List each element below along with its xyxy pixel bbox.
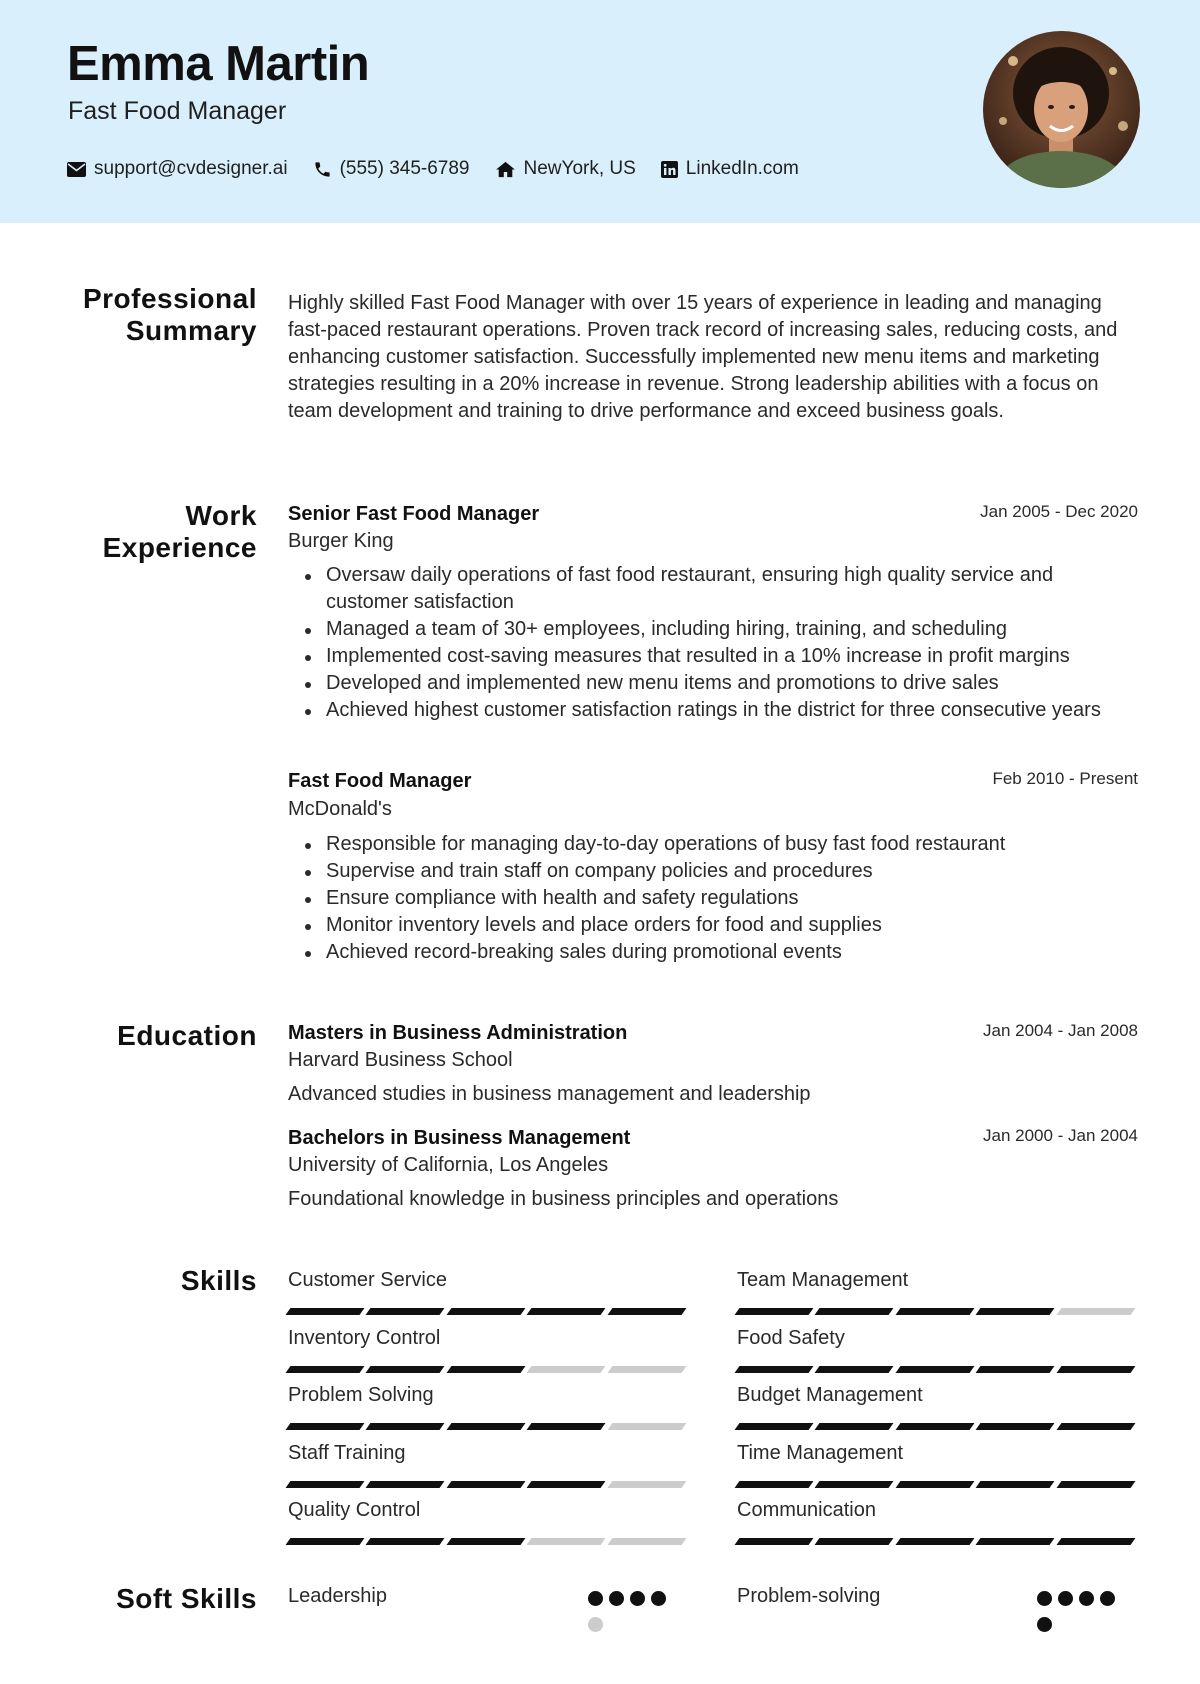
skill-level-segment	[976, 1481, 1055, 1488]
skill-level-segment	[735, 1481, 814, 1488]
education-heading: Education	[117, 1020, 257, 1051]
skill-level-segment	[446, 1423, 525, 1430]
job-dates: Jan 2005 - Dec 2020	[980, 502, 1138, 521]
contact-row	[67, 158, 824, 180]
skill-item	[737, 1384, 1139, 1430]
summary-text: Highly skilled Fast Food Manager with over 15 years of experience in leading and managing fast-paced restaurant operations. Proven track record of increasing sales, reducing costs, and enhancing customer satisfaction. Successfully implemented new menu items and marketing strategies resulting in a 20% increase in revenue. Strong leadership abilities with a focus on team development and training to drive performance and exceed business goals.	[288, 292, 1118, 422]
skill-level-segment	[366, 1538, 445, 1545]
skill-level-segment	[815, 1538, 894, 1545]
skill-level-segment	[976, 1538, 1055, 1545]
degree-title: Bachelors in Business Management	[288, 1127, 631, 1149]
phone-text: (555) 345-6789	[339, 158, 470, 179]
linkedin-text: LinkedIn.com	[685, 158, 799, 179]
contact-location	[495, 158, 636, 180]
skill-level-bar	[288, 1538, 690, 1545]
skill-level-bar	[737, 1423, 1139, 1430]
skill-level-segment	[815, 1308, 894, 1315]
skill-level-segment	[976, 1423, 1055, 1430]
list-item: Supervise and train staff on company policies and procedures	[288, 858, 1138, 885]
location-text: NewYork, US	[523, 158, 636, 179]
skill-level-segment	[815, 1423, 894, 1430]
list-item: Achieved record-breaking sales during promotional events	[288, 939, 1138, 966]
skill-level-segment	[366, 1308, 445, 1315]
contact-email[interactable]	[67, 158, 288, 180]
summary-heading	[60, 283, 257, 347]
skill-level-segment	[735, 1366, 814, 1373]
education-dates: Jan 2004 - Jan 2008	[982, 1021, 1138, 1040]
skill-level-segment	[527, 1538, 606, 1545]
skill-level-segment	[895, 1308, 974, 1315]
skill-level-segment	[1056, 1423, 1135, 1430]
rating-dot	[1058, 1591, 1073, 1606]
skill-level-segment	[527, 1308, 606, 1315]
rating-dot	[1037, 1617, 1052, 1632]
job-company: McDonald's	[288, 798, 392, 820]
candidate-name: Emma Martin	[67, 37, 370, 91]
experience-heading-line2: Experience	[102, 532, 257, 563]
skill-level-segment	[895, 1538, 974, 1545]
skill-level-segment	[1056, 1538, 1135, 1545]
rating-dot	[588, 1591, 603, 1606]
skill-level-segment	[815, 1366, 894, 1373]
skill-item	[288, 1442, 690, 1488]
skill-name: Inventory Control	[288, 1326, 441, 1349]
skill-level-bar	[737, 1308, 1139, 1315]
skill-name: Team Management	[737, 1269, 909, 1291]
skill-item	[288, 1384, 690, 1430]
skill-level-segment	[286, 1538, 365, 1545]
list-item: Developed and implemented new menu items and promotions to drive sales	[288, 670, 1138, 697]
skill-level-segment	[286, 1366, 365, 1373]
skill-name: Problem Solving	[288, 1384, 434, 1406]
list-item: Ensure compliance with health and safety regulations	[288, 885, 1138, 912]
envelope-icon	[67, 162, 86, 177]
skill-name: Communication	[737, 1499, 876, 1521]
list-item: Achieved highest customer satisfaction ratings in the district for three consecutive years	[288, 697, 1138, 724]
rating-dot	[588, 1617, 603, 1632]
skill-level-bar	[737, 1481, 1139, 1488]
skills-heading: Skills	[180, 1265, 257, 1296]
skill-level-segment	[1056, 1366, 1135, 1373]
skill-item	[737, 1442, 1139, 1488]
job-title: Fast Food Manager	[288, 770, 472, 792]
skill-level-segment	[895, 1366, 974, 1373]
skill-item	[737, 1269, 1139, 1315]
profile-photo	[983, 31, 1140, 188]
school-name: University of California, Los Angeles	[288, 1154, 609, 1176]
soft-skills-heading: Soft Skills	[116, 1583, 257, 1614]
skill-level-segment	[446, 1308, 525, 1315]
home-icon	[495, 161, 516, 178]
skill-level-segment	[527, 1423, 606, 1430]
skill-level-segment	[366, 1423, 445, 1430]
skill-name: Food Safety	[737, 1326, 845, 1349]
contact-linkedin[interactable]	[661, 158, 799, 180]
skill-level-segment	[976, 1308, 1055, 1315]
skill-level-segment	[446, 1538, 525, 1545]
skill-level-segment	[607, 1423, 686, 1430]
skill-item	[737, 1499, 1139, 1545]
skill-level-segment	[1056, 1481, 1135, 1488]
skill-item	[288, 1327, 690, 1373]
skill-level-segment	[735, 1308, 814, 1315]
rating-dot	[1079, 1591, 1094, 1606]
skill-level-segment	[286, 1308, 365, 1315]
soft-skill-name: Leadership	[288, 1585, 387, 1607]
skill-level-segment	[607, 1308, 686, 1315]
job-dates: Feb 2010 - Present	[992, 769, 1138, 788]
skill-level-segment	[366, 1366, 445, 1373]
candidate-title: Fast Food Manager	[68, 97, 287, 125]
soft-skill-rating	[1037, 1591, 1127, 1643]
skill-name: Time Management	[737, 1441, 903, 1464]
phone-icon	[313, 160, 332, 179]
skill-level-bar	[288, 1481, 690, 1488]
skill-level-segment	[286, 1423, 365, 1430]
soft-skill-rating	[588, 1591, 678, 1643]
experience-heading	[60, 500, 257, 564]
skill-level-segment	[607, 1481, 686, 1488]
skill-level-segment	[976, 1366, 1055, 1373]
skill-item	[288, 1499, 690, 1545]
resume-header	[0, 0, 1200, 223]
skill-level-segment	[895, 1423, 974, 1430]
rating-dot	[630, 1591, 645, 1606]
skill-name: Quality Control	[288, 1499, 421, 1521]
list-item: Responsible for managing day-to-day operations of busy fast food restaurant	[288, 831, 1138, 858]
skill-level-segment	[895, 1481, 974, 1488]
list-item: Oversaw daily operations of fast food restaurant, ensuring high quality service and customer satisfaction	[288, 562, 1138, 616]
education-description: Foundational knowledge in business principles and operations	[288, 1188, 839, 1210]
contact-phone[interactable]	[313, 158, 470, 180]
skill-level-bar	[737, 1366, 1139, 1373]
summary-heading-line1: Professional	[82, 283, 257, 314]
skill-name: Budget Management	[737, 1384, 923, 1406]
job-bullets	[288, 831, 1138, 966]
summary-heading-line2: Summary	[125, 315, 257, 346]
skill-item	[288, 1269, 690, 1315]
list-item: Managed a team of 30+ employees, including hiring, training, and scheduling	[288, 616, 1138, 643]
rating-dot	[651, 1591, 666, 1606]
rating-dot	[609, 1591, 624, 1606]
skill-level-segment	[815, 1481, 894, 1488]
experience-heading-line1: Work	[185, 500, 257, 531]
linkedin-icon	[661, 161, 678, 178]
skill-level-segment	[446, 1481, 525, 1488]
job-company: Burger King	[288, 530, 394, 552]
rating-dot	[1037, 1591, 1052, 1606]
skill-level-bar	[737, 1538, 1139, 1545]
skill-level-segment	[446, 1366, 525, 1373]
list-item: Implemented cost-saving measures that resulted in a 10% increase in profit margins	[288, 643, 1138, 670]
soft-skill-name: Problem-solving	[737, 1585, 881, 1607]
list-item: Monitor inventory levels and place orders for food and supplies	[288, 912, 1138, 939]
skill-level-segment	[527, 1481, 606, 1488]
skill-level-bar	[288, 1366, 690, 1373]
skill-level-segment	[286, 1481, 365, 1488]
skill-level-segment	[366, 1481, 445, 1488]
education-description: Advanced studies in business management and leadership	[288, 1083, 811, 1105]
skill-level-bar	[288, 1423, 690, 1430]
skill-name: Staff Training	[288, 1441, 406, 1464]
job-bullets	[288, 562, 1138, 724]
degree-title: Masters in Business Administration	[288, 1022, 628, 1044]
skill-level-segment	[735, 1423, 814, 1430]
skill-level-segment	[607, 1538, 686, 1545]
skill-level-segment	[735, 1538, 814, 1545]
skill-level-segment	[527, 1366, 606, 1373]
skill-level-segment	[1056, 1308, 1135, 1315]
skill-item	[737, 1327, 1139, 1373]
education-dates: Jan 2000 - Jan 2004	[982, 1126, 1138, 1145]
school-name: Harvard Business School	[288, 1049, 513, 1071]
skill-name: Customer Service	[288, 1269, 447, 1291]
job-title: Senior Fast Food Manager	[288, 503, 540, 525]
rating-dot	[1100, 1591, 1115, 1606]
skill-level-segment	[607, 1366, 686, 1373]
email-text: support@cvdesigner.ai	[94, 158, 288, 179]
skill-level-bar	[288, 1308, 690, 1315]
